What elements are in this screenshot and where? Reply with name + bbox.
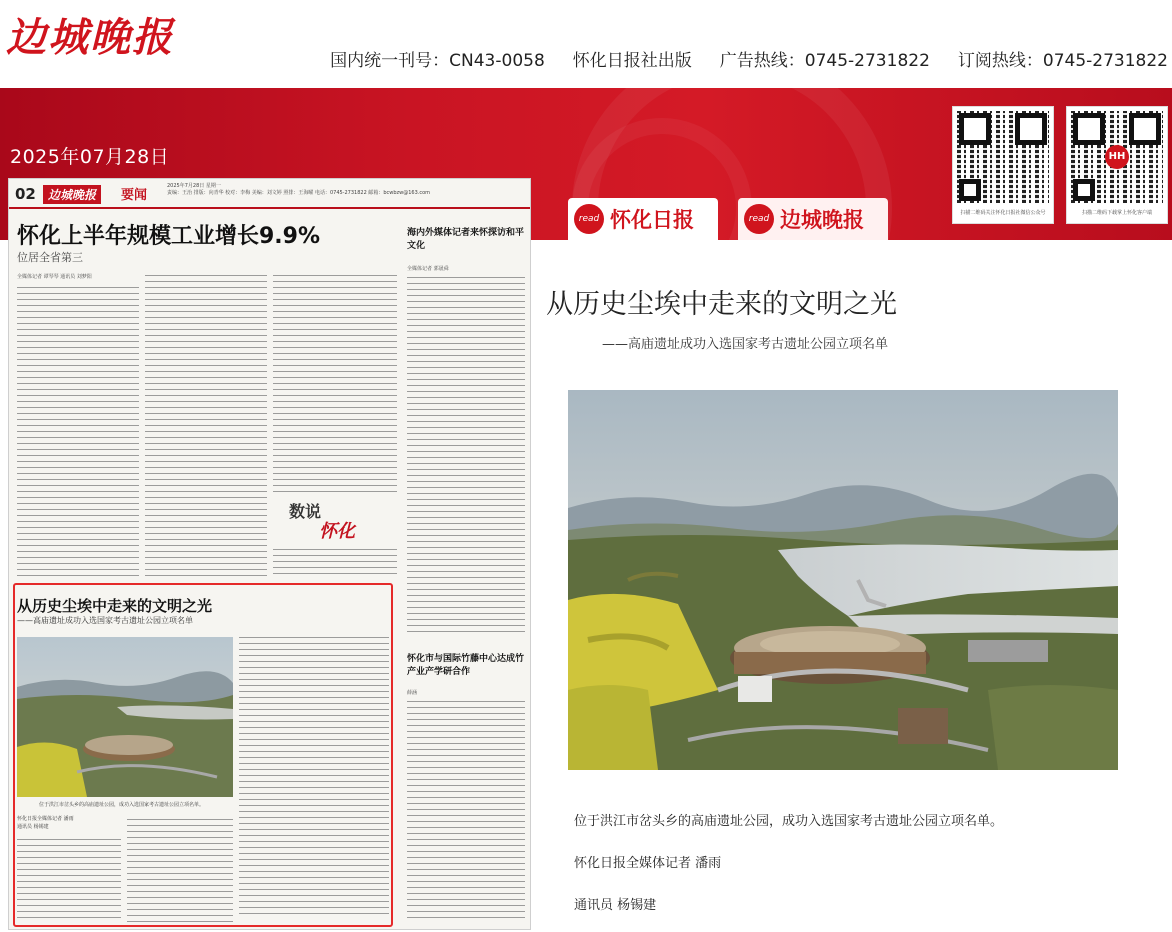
tab-huaihua-daily[interactable] (568, 198, 718, 240)
text-column (239, 637, 389, 919)
read-icon: read (744, 204, 774, 234)
publisher: 怀化日报社出版 (572, 51, 692, 71)
article-headline-gaomiao[interactable]: 从历史尘埃中走来的文明之光 (17, 597, 213, 615)
page-number: 02 (15, 185, 36, 203)
page-header (9, 179, 531, 209)
data-label-1: 数说 (289, 502, 322, 521)
article-byline (17, 815, 74, 831)
text-column (145, 275, 267, 577)
data-column-label (287, 499, 397, 543)
photo-caption: 位于洪江市岔头乡的高庙遗址公园，成功入选国家考古遗址公园立项名单。 (574, 814, 1004, 829)
article-headline-industry[interactable]: 怀化上半年规模工业增长9.9% (17, 224, 321, 249)
reporter-line: 怀化日报全媒体记者 潘雨 (574, 856, 722, 871)
qr-caption: 扫描二维码关注怀化日报社微信公众号 (960, 210, 1046, 216)
page-meta (167, 183, 527, 197)
correspondent-line: 通讯员 杨锡建 (17, 824, 49, 830)
header-info (330, 46, 1168, 71)
text-column (273, 275, 397, 493)
text-column (17, 839, 121, 923)
app-logo-icon: HH (1105, 145, 1129, 169)
page-meta-date: 2025年7月28日 星期一 (167, 183, 221, 189)
data-label-2: 怀化 (319, 521, 355, 542)
article-subtitle: ——高庙遗址成功入选国家考古遗址公园立项名单 (602, 337, 889, 352)
reporter-line: 怀化日报全媒体记者 潘雨 (17, 816, 74, 822)
page-section: 要闻 (121, 188, 148, 203)
article-byline: 薛涵 (407, 690, 418, 696)
article-subhead-gaomiao: ——高庙遗址成功入选国家考古遗址公园立项名单 (17, 616, 193, 625)
gaomiao-site-photo (568, 390, 1118, 770)
correspondent-line: 通讯员 杨锡建 (574, 898, 657, 913)
ad-hotline: 广告热线：0745-2731822 (719, 51, 930, 71)
article-headline-media[interactable]: 海内外媒体记者来怀探访和平文化 (407, 228, 525, 251)
tab-label: 怀化日报 (610, 207, 694, 232)
page-brand: 边城晚报 (43, 185, 101, 204)
tab-bianchang-evening[interactable] (738, 198, 888, 240)
text-column (407, 701, 525, 923)
article-panel (532, 240, 1172, 932)
article-headline-bamboo[interactable]: 怀化市与国际竹藤中心达成竹产业产学研合作 (407, 654, 525, 677)
article-subhead-industry: 位居全省第三 (17, 251, 83, 264)
newspaper-page[interactable] (8, 178, 531, 930)
read-icon: read (574, 204, 604, 234)
text-column (127, 819, 233, 923)
top-header (0, 0, 1172, 88)
site-logo[interactable]: 边城晚报 (6, 14, 174, 61)
tab-label: 边城晚报 (780, 207, 864, 232)
subscribe-hotline: 订阅热线：0745-2731822 (957, 51, 1168, 71)
qr-code-icon (1071, 111, 1163, 203)
qr-code-app (1066, 106, 1168, 224)
qr-caption: 扫描二维码下载掌上怀化客户端 (1081, 210, 1152, 216)
gaomiao-photo-thumbnail (17, 637, 233, 797)
article-byline: 全媒体记者 郭晟舜 (407, 266, 449, 272)
page-meta-staff: 责编：王治 排版：向青华 校对：李梅 美编：刘文婷 照排：王海曜 电话：0745-2731822 邮箱：bcwbzw@163.com (167, 190, 431, 196)
serial-number: 国内统一刊号：CN43-0058 (330, 51, 545, 71)
article-byline: 全媒体记者 谭琴琴 通讯员 刘梦阳 (17, 274, 92, 280)
photo-caption: 位于洪江市岔头乡的高庙遗址公园，成功入选国家考古遗址公园立项名单。 (39, 802, 205, 808)
qr-code-icon (957, 111, 1049, 203)
text-column (407, 277, 525, 637)
text-column (17, 287, 139, 577)
text-column (273, 549, 397, 577)
article-title: 从历史尘埃中走来的文明之光 (546, 289, 897, 320)
qr-code-wechat (952, 106, 1054, 224)
issue-date: 2025年07月28日 (10, 146, 170, 168)
